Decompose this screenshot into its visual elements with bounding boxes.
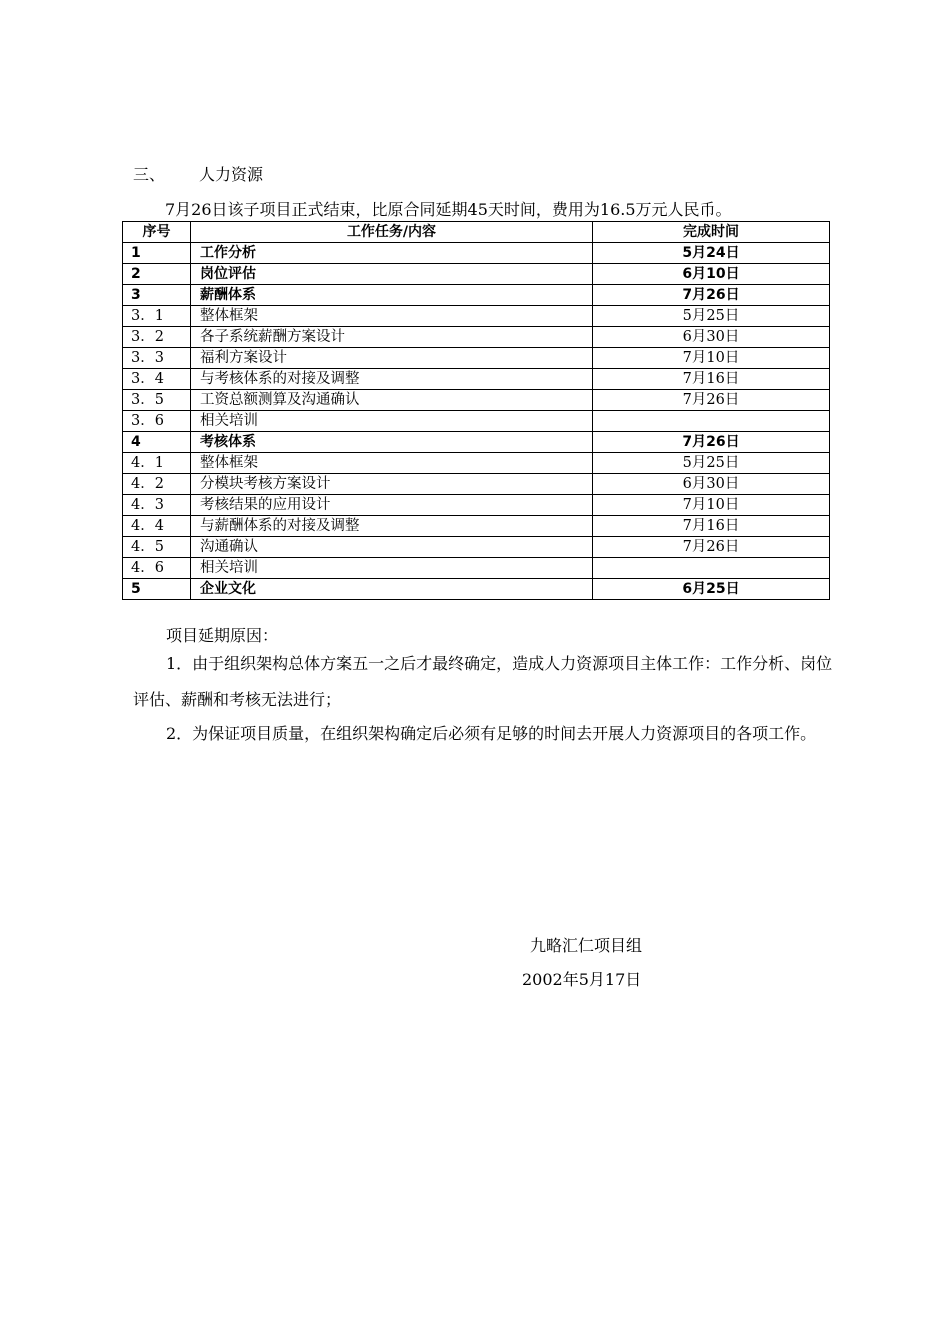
- row-task: 整体框架: [191, 306, 593, 327]
- table-row: [123, 243, 830, 264]
- signature-org: 九略汇仁项目组: [530, 936, 643, 955]
- table-row: [123, 264, 830, 285]
- row-task: 与薪酬体系的对接及调整: [191, 516, 593, 537]
- row-date: 7月10日: [593, 348, 830, 369]
- task-table-body: [123, 243, 830, 600]
- row-number: 2: [123, 264, 191, 285]
- row-task: 福利方案设计: [191, 348, 593, 369]
- row-number: 4．1: [123, 453, 191, 474]
- row-date: 6月30日: [593, 327, 830, 348]
- row-task: 与考核体系的对接及调整: [191, 369, 593, 390]
- row-date: 6月30日: [593, 474, 830, 495]
- row-number: 3．2: [123, 327, 191, 348]
- row-number: 3．5: [123, 390, 191, 411]
- table-row: [123, 432, 830, 453]
- table-row: [123, 537, 830, 558]
- row-task: 企业文化: [191, 579, 593, 600]
- table-row: [123, 453, 830, 474]
- row-number: 4．2: [123, 474, 191, 495]
- row-date: 7月26日: [593, 390, 830, 411]
- row-task: 各子系统薪酬方案设计: [191, 327, 593, 348]
- row-date: 7月26日: [593, 285, 830, 306]
- row-date: [593, 558, 830, 579]
- task-table: [122, 221, 830, 600]
- header-no: 序号: [123, 222, 191, 243]
- table-row: [123, 390, 830, 411]
- header-task: 工作任务/内容: [191, 222, 593, 243]
- row-task: 分模块考核方案设计: [191, 474, 593, 495]
- table-row: [123, 579, 830, 600]
- signature-date: 2002年5月17日: [522, 970, 642, 989]
- row-number: 3．3: [123, 348, 191, 369]
- table-header-row: [123, 222, 830, 243]
- row-task: 相关培训: [191, 411, 593, 432]
- row-number: 5: [123, 579, 191, 600]
- table-row: [123, 327, 830, 348]
- section-title: 人力资源: [199, 165, 264, 184]
- row-number: 4．5: [123, 537, 191, 558]
- row-number: 4．4: [123, 516, 191, 537]
- row-date: 7月10日: [593, 495, 830, 516]
- row-date: 6月25日: [593, 579, 830, 600]
- table-row: [123, 516, 830, 537]
- row-task: 整体框架: [191, 453, 593, 474]
- row-number: 3: [123, 285, 191, 306]
- row-number: 1: [123, 243, 191, 264]
- row-task: 工作分析: [191, 243, 593, 264]
- section-number: 三、: [133, 165, 166, 184]
- row-date: 7月16日: [593, 516, 830, 537]
- row-date: 5月24日: [593, 243, 830, 264]
- table-row: [123, 411, 830, 432]
- reason-item-1: 1．由于组织架构总体方案五一之后才最终确定，造成人力资源项目主体工作：工作分析、岗位评估、薪酬和考核无法进行；: [133, 654, 833, 709]
- row-date: 6月10日: [593, 264, 830, 285]
- row-number: 4．3: [123, 495, 191, 516]
- row-number: 3．6: [123, 411, 191, 432]
- row-date: 7月26日: [593, 432, 830, 453]
- table-row: [123, 558, 830, 579]
- row-task: 薪酬体系: [191, 285, 593, 306]
- header-date: 完成时间: [593, 222, 830, 243]
- table-row: [123, 495, 830, 516]
- row-task: 岗位评估: [191, 264, 593, 285]
- row-date: 7月16日: [593, 369, 830, 390]
- table-row: [123, 474, 830, 495]
- row-task: 相关培训: [191, 558, 593, 579]
- section-heading: [133, 164, 263, 186]
- reasons-title: 项目延期原因：: [166, 626, 279, 645]
- row-date: 5月25日: [593, 453, 830, 474]
- row-task: 工资总额测算及沟通确认: [191, 390, 593, 411]
- table-row: [123, 369, 830, 390]
- table-row: [123, 306, 830, 327]
- row-task: 考核结果的应用设计: [191, 495, 593, 516]
- table-row: [123, 348, 830, 369]
- reason-item-2: 2．为保证项目质量，在组织架构确定后必须有足够的时间去开展人力资源项目的各项工作。: [166, 724, 817, 743]
- row-date: 7月26日: [593, 537, 830, 558]
- project-summary: 7月26日该子项目正式结束，比原合同延期45天时间，费用为16.5万元人民币。: [165, 200, 732, 219]
- row-task: 考核体系: [191, 432, 593, 453]
- row-number: 3．1: [123, 306, 191, 327]
- row-task: 沟通确认: [191, 537, 593, 558]
- row-number: 3．4: [123, 369, 191, 390]
- row-number: 4．6: [123, 558, 191, 579]
- table-row: [123, 285, 830, 306]
- row-date: 5月25日: [593, 306, 830, 327]
- row-date: [593, 411, 830, 432]
- row-number: 4: [123, 432, 191, 453]
